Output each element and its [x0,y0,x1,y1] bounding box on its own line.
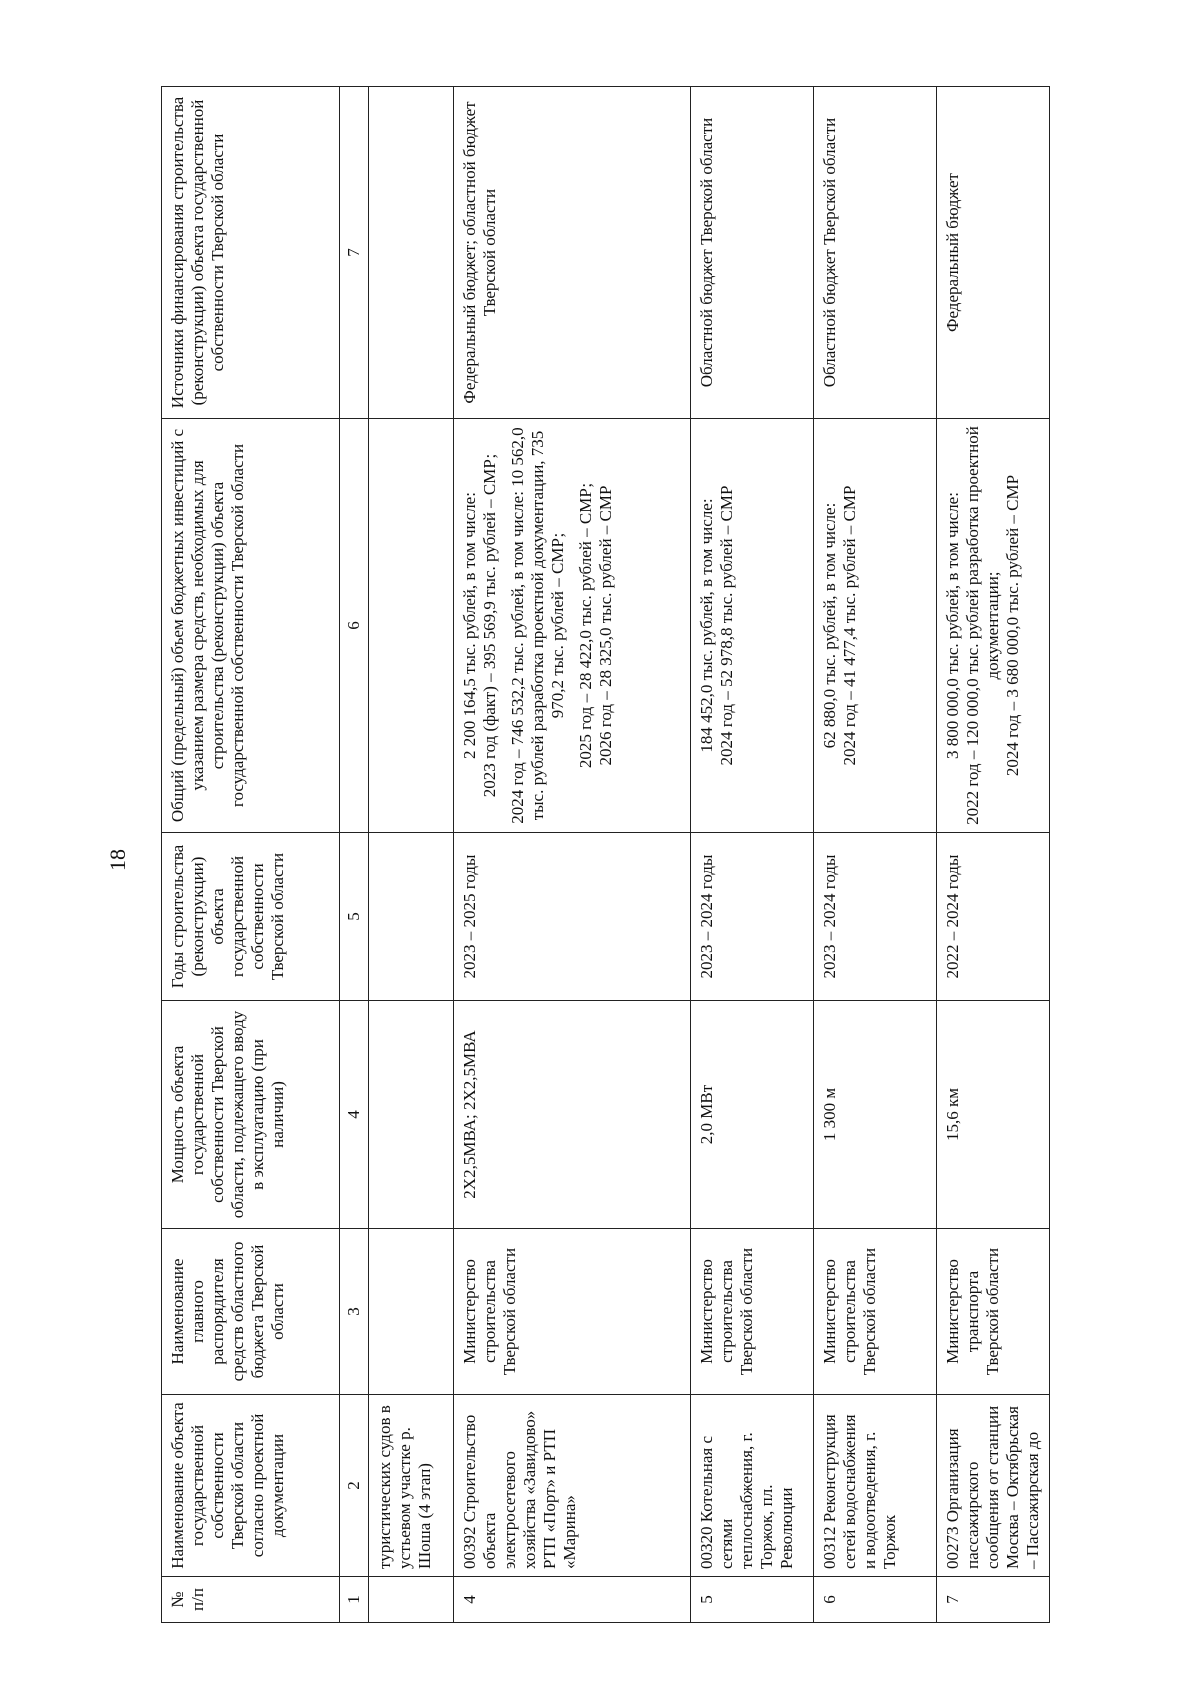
investment-line: 2 200 164,5 тыс. рублей, в том числе: [460,492,479,759]
row-number: 6 [814,1577,937,1623]
header-cell: Мощность объекта государственной собственности Тверской области, подлежащего вводу в эксплуатацию (при наличии) [162,1001,340,1229]
column-number: 1 [340,1577,369,1623]
budget-manager: Министерство транспорта Тверской области [937,1229,1050,1395]
investment-volume [937,419,1050,833]
header-cell: Общий (предельный) объем бюджетных инвестиций с указанием размера средств, необходимых для строительства (реконструкции) объекта государственной собственности Тверской области [162,419,340,833]
header-cell: Наименование главного распорядителя средств областного бюджета Тверской области [162,1229,340,1395]
row-number: 7 [937,1577,1050,1623]
header-cell: № п/п [162,1577,340,1623]
column-number-row [340,87,369,1623]
construction-years: 2023 – 2024 годы [814,833,937,1001]
object-name: 00320 Котельная с сетями теплоснабжения, г. Торжок, пл. Революции [691,1395,814,1577]
investment-table [161,86,1050,1623]
capacity: 1 300 м [814,1001,937,1229]
column-number: 6 [340,419,369,833]
column-number: 2 [340,1395,369,1577]
investment-line: 62 880,0 тыс. рублей, в том числе: [820,502,839,749]
budget-manager [369,1229,454,1395]
capacity: 2,0 МВт [691,1001,814,1229]
table-row [454,87,691,1623]
rotated-table-container [161,87,1147,1623]
column-number: 7 [340,87,369,419]
row-number [369,1577,454,1623]
construction-years: 2023 – 2024 годы [691,833,814,1001]
object-name: 00392 Строительство объекта электросетевого хозяйства «Завидово» РТП «Порт» и РТП «Марина» [454,1395,691,1577]
capacity [369,1001,454,1229]
header-row [162,87,340,1623]
object-name: 00273 Организация пассажирского сообщения от станции Москва – Октябрьская – Пассажирская до [937,1395,1050,1577]
funding-source: Областной бюджет Тверской области [691,87,814,419]
funding-source: Федеральный бюджет [937,87,1050,419]
column-number: 4 [340,1001,369,1229]
construction-years: 2023 – 2025 годы [454,833,691,1001]
investment-line: 2024 год – 52 978,8 тыс. рублей – СМР [717,485,737,766]
investment-line: 184 452,0 тыс. рублей, в том числе: [697,498,716,753]
construction-years: 2022 – 2024 годы [937,833,1050,1001]
investment-volume [454,419,691,833]
investment-line: 2024 год – 41 477,4 тыс. рублей – СМР [840,485,860,766]
capacity: 15,6 км [937,1001,1050,1229]
budget-manager: Министерство строительства Тверской области [454,1229,691,1395]
construction-years [369,833,454,1001]
investment-line: 2025 год – 28 422,0 тыс. рублей – СМР; [576,482,596,769]
column-number: 3 [340,1229,369,1395]
funding-source [369,87,454,419]
investment-line: 2026 год – 28 325,0 тыс. рублей – СМР [596,485,616,766]
investment-line: 2024 год – 746 532,2 тыс. рублей, в том числе: 10 562,0 тыс. рублей разработка проектной документации, 735 970,2 тыс. рублей – СМР; [508,427,568,824]
funding-source: Федеральный бюджет; областной бюджет Тверской области [454,87,691,419]
header-cell: Источники финансирования строительства (реконструкции) объекта государственной собственности Тверской области [162,87,340,419]
investment-volume [691,419,814,833]
investment-volume [369,419,454,833]
row-number: 5 [691,1577,814,1623]
investment-line: 2023 год (факт) – 395 569,9 тыс. рублей – СМР; [480,453,500,798]
table-row [814,87,937,1623]
budget-manager: Министерство строительства Тверской области [691,1229,814,1395]
header-cell: Годы строительства (реконструкции) объекта государственной собственности Тверской области [162,833,340,1001]
table-row [691,87,814,1623]
table-row [369,87,454,1623]
header-cell: Наименование объекта государственной собственности Тверской области согласно проектной документации [162,1395,340,1577]
row-number: 4 [454,1577,691,1623]
object-name: туристических судов в устьевом участке р. Шоша (4 этап) [369,1395,454,1577]
column-number: 5 [340,833,369,1001]
capacity: 2Х2,5МВА; 2Х2,5МВА [454,1001,691,1229]
budget-manager: Министерство строительства Тверской области [814,1229,937,1395]
object-name: 00312 Реконструкция сетей водоснабжения и водоотведения, г. Торжок [814,1395,937,1577]
investment-line: 3 800 000,0 тыс. рублей, в том числе: [943,492,962,759]
investment-line: 2024 год – 3 680 000,0 тыс. рублей – СМР [1003,474,1023,777]
table-row [937,87,1050,1623]
funding-source: Областной бюджет Тверской области [814,87,937,419]
investment-line: 2022 год – 120 000,0 тыс. рублей разработка проектной документации; [963,426,1003,825]
investment-volume [814,419,937,833]
page-number: 18 [105,849,130,871]
